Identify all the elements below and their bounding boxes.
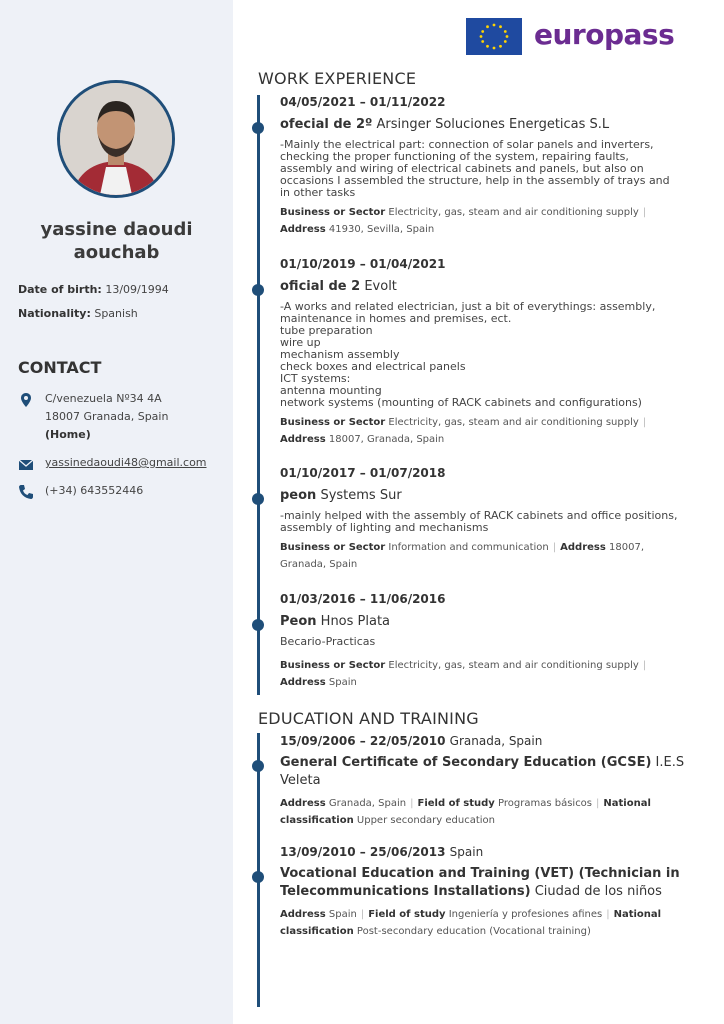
education-entry [280,845,690,940]
location-pin-icon [18,392,34,408]
envelope-icon [18,457,34,473]
contact-heading: CONTACT [18,358,102,377]
nationality: Nationality: Spanish [18,307,138,320]
work-entry [280,95,690,238]
work-entry [280,466,690,573]
profile-photo [57,80,175,198]
work-entry [280,257,690,448]
work-meta: Business or Sector Electricity, gas, steam and air conditioning supply | Address 41930, Sevilla, Spain [280,207,647,235]
education-heading: EDUCATION AND TRAINING [258,709,479,728]
europass-logo [466,18,675,56]
timeline-dot [252,284,264,296]
work-experience-heading: WORK EXPERIENCE [258,69,417,88]
timeline-dot [252,760,264,772]
education-date: 15/09/2006 – 22/05/2010 Granada, Spain [280,734,543,748]
eu-flag-icon [466,18,522,55]
timeline-dot [252,493,264,505]
work-timeline [257,95,260,695]
europass-wordmark: europass [534,18,675,51]
email-link[interactable]: yassinedaoudi48@gmail.com [45,456,207,469]
timeline-dot [252,619,264,631]
education-timeline [257,733,260,1007]
phone-icon [18,484,34,500]
work-description: -Mainly the electrical part: connection of solar panels and inverters, checking the proper functioning of the system, repairing faults, assembly and wiring of electrical cabinets and panels, but also on occasions I assembled the structure, help in the assembly of trays and in other tasks [280,138,670,199]
work-meta: Business or Sector Electricity, gas, steam and air conditioning supply | Address 18007, Granada, Spain [280,417,647,445]
work-title: ofecial de 2º Arsinger Soluciones Energeticas S.L [280,117,610,132]
work-title: peon Systems Sur [280,488,402,503]
work-meta: Business or Sector Electricity, gas, steam and air conditioning supply | Address Spain [280,660,647,688]
work-date: 01/10/2019 – 01/04/2021 [280,257,446,271]
work-description: Becario-Practicas [280,635,376,648]
sidebar: yassine daoudi aouchab Date of birth: 13/09/1994 Nationality: Spanish CONTACT C/venezuela Nº34 4A 18007 Granada, Spain (Home) yassinedaoudi48@gmail.com (+34) 643552446 [0,0,233,1024]
work-title: oficial de 2 Evolt [280,279,397,294]
person-name: yassine daoudi aouchab [40,219,193,263]
work-entry [280,592,690,691]
work-date: 04/05/2021 – 01/11/2022 [280,95,446,109]
date-of-birth: Date of birth: 13/09/1994 [18,283,169,296]
education-meta: Address Granada, Spain | Field of study Programas básicos | National classification Upper secondary education [280,798,651,826]
education-entry [280,734,690,829]
work-date: 01/03/2016 – 11/06/2016 [280,592,446,606]
timeline-dot [252,871,264,883]
education-meta: Address Spain | Field of study Ingeniería y profesiones afines | National classification Post-secondary education (Vocational training) [280,909,662,937]
work-date: 01/10/2017 – 01/07/2018 [280,466,446,480]
education-date: 13/09/2010 – 25/06/2013 Spain [280,845,484,859]
education-title: General Certificate of Secondary Education (GCSE) I.E.S Veleta [280,755,685,788]
timeline-dot [252,122,264,134]
work-meta: Business or Sector Information and communication | Address 18007, Granada, Spain [280,542,645,570]
work-title: Peon Hnos Plata [280,614,391,629]
work-description: -A works and related electrician, just a bit of everythings: assembly, maintenance in homes and premises, ect. tube preparation wire up mechanism assembly check boxes and electrical panels ICT systems: antenna mounting network systems (mounting of RACK cabinets and configurations) [280,300,656,409]
education-title: Vocational Education and Training (VET) (Technician in Telecommunications Installations) Ciudad de los niños [280,866,680,899]
work-description: -mainly helped with the assembly of RACK cabinets and office positions, assembly of lighting and mechanisms [280,509,678,534]
